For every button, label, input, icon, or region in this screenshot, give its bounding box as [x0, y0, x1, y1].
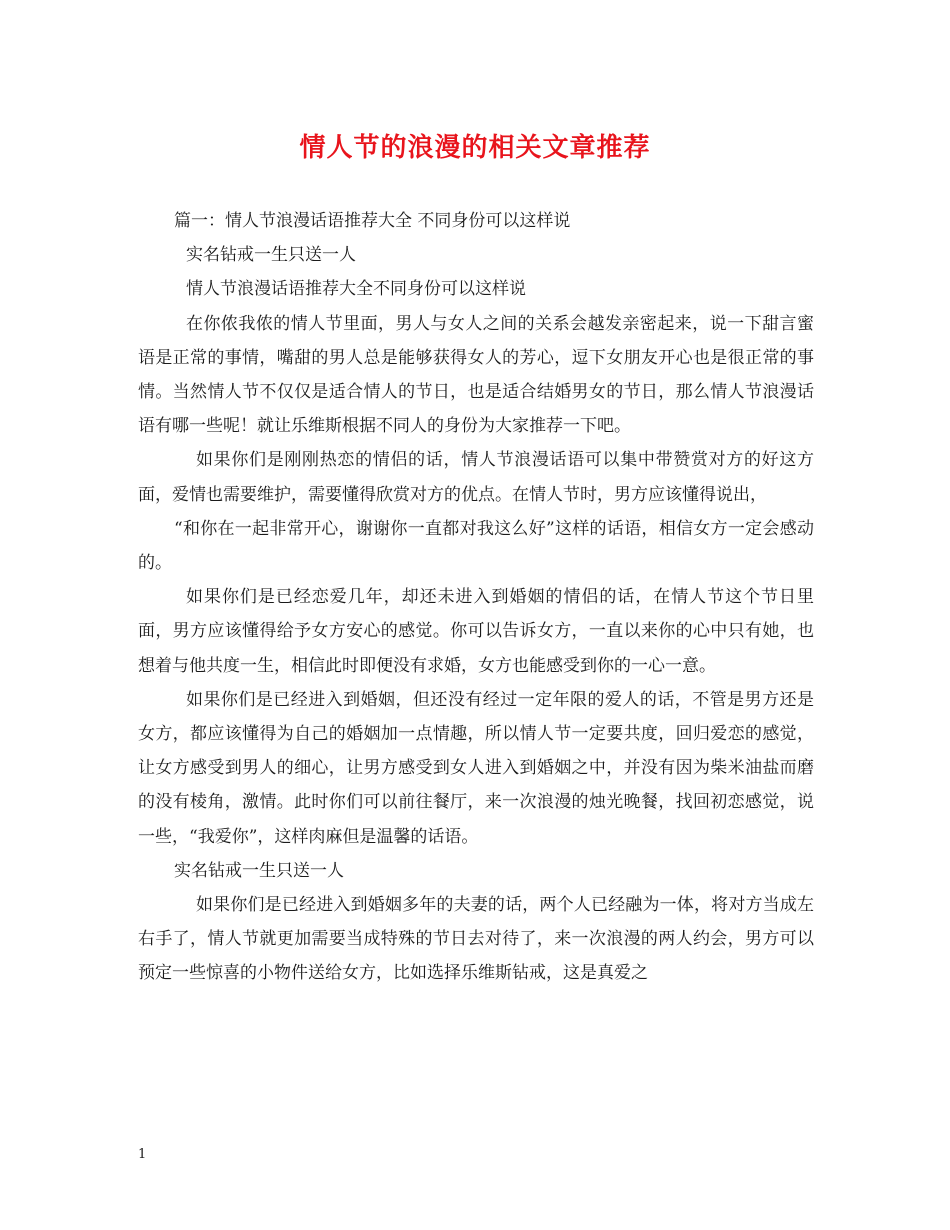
paragraph-new-couple: 如果你们是刚刚热恋的情侣的话，情人节浪漫话语可以集中带赞赏对方的好这方面，爱情也需要维护，需要懂得欣赏对方的优点。在情人节时，男方应该懂得说出， [138, 450, 814, 505]
paragraph-intro: 在你侬我侬的情人节里面，男人与女人之间的关系会越发亲密起来，说一下甜言蜜语是正常的事情，嘴甜的男人总是能够获得女人的芳心，逗下女朋友开心也是很正常的事情。当然情人节不仅仅是适合情人的节日，也是适合结婚男女的节日，那么情人节浪漫话语有哪一些呢！就让乐维斯根据不同人的身份为大家推荐一下吧。 [138, 313, 814, 437]
document-title: 情人节的浪漫的相关文章推荐 [299, 133, 651, 163]
paragraph-long-married: 如果你们是已经进入到婚姻多年的夫妻的话，两个人已经融为一体，将对方当成左右手了，情人节就更加需要当成特殊的节日去对待了，来一次浪漫的两人约会，男方可以预定一些惊喜的小物件送给女方，比如选择乐维斯钻戒，这是真爱之 [138, 895, 814, 984]
subheading-title: 情人节浪漫话语推荐大全不同身份可以这样说 [186, 279, 526, 300]
page-number: 1 [138, 1147, 147, 1162]
section-heading: 篇一：情人节浪漫话语推荐大全 不同身份可以这样说 [174, 211, 571, 231]
paragraph-dating-years: 如果你们是已经恋爱几年，却还未进入到婚姻的情侣的话，在情人节这个节日里面，男方应该懂得给予女方安心的感觉。你可以告诉女方，一直以来你的心中只有她，也想着与他共度一生，相信此时即便没有求婚，女方也能感受到你的一心一意。 [138, 587, 814, 676]
subheading-ring: 实名钻戒一生只送一人 [186, 245, 356, 266]
paragraph-newlyweds: 如果你们是已经进入到婚姻，但还没有经过一定年限的爱人的话，不管是男方还是女方，都应该懂得为自己的婚姻加一点情趣，所以情人节一定要共度，回归爱恋的感觉，让女方感受到男人的细心，让男方感受到女人进入到婚姻之中，并没有因为柴米油盐而磨的没有棱角，激情。此时你们可以前往餐厅，来一次浪漫的烛光晚餐，找回初恋感觉，说一些，“我爱你”，这样肉麻但是温馨的话语。 [138, 689, 814, 847]
subheading-ring-2: 实名钻戒一生只送一人 [174, 860, 344, 881]
paragraph-quote: “和你在一起非常开心，谢谢你一直都对我这么好”这样的话语，相信女方一定会感动的。 [138, 518, 814, 574]
document-body [138, 204, 814, 991]
